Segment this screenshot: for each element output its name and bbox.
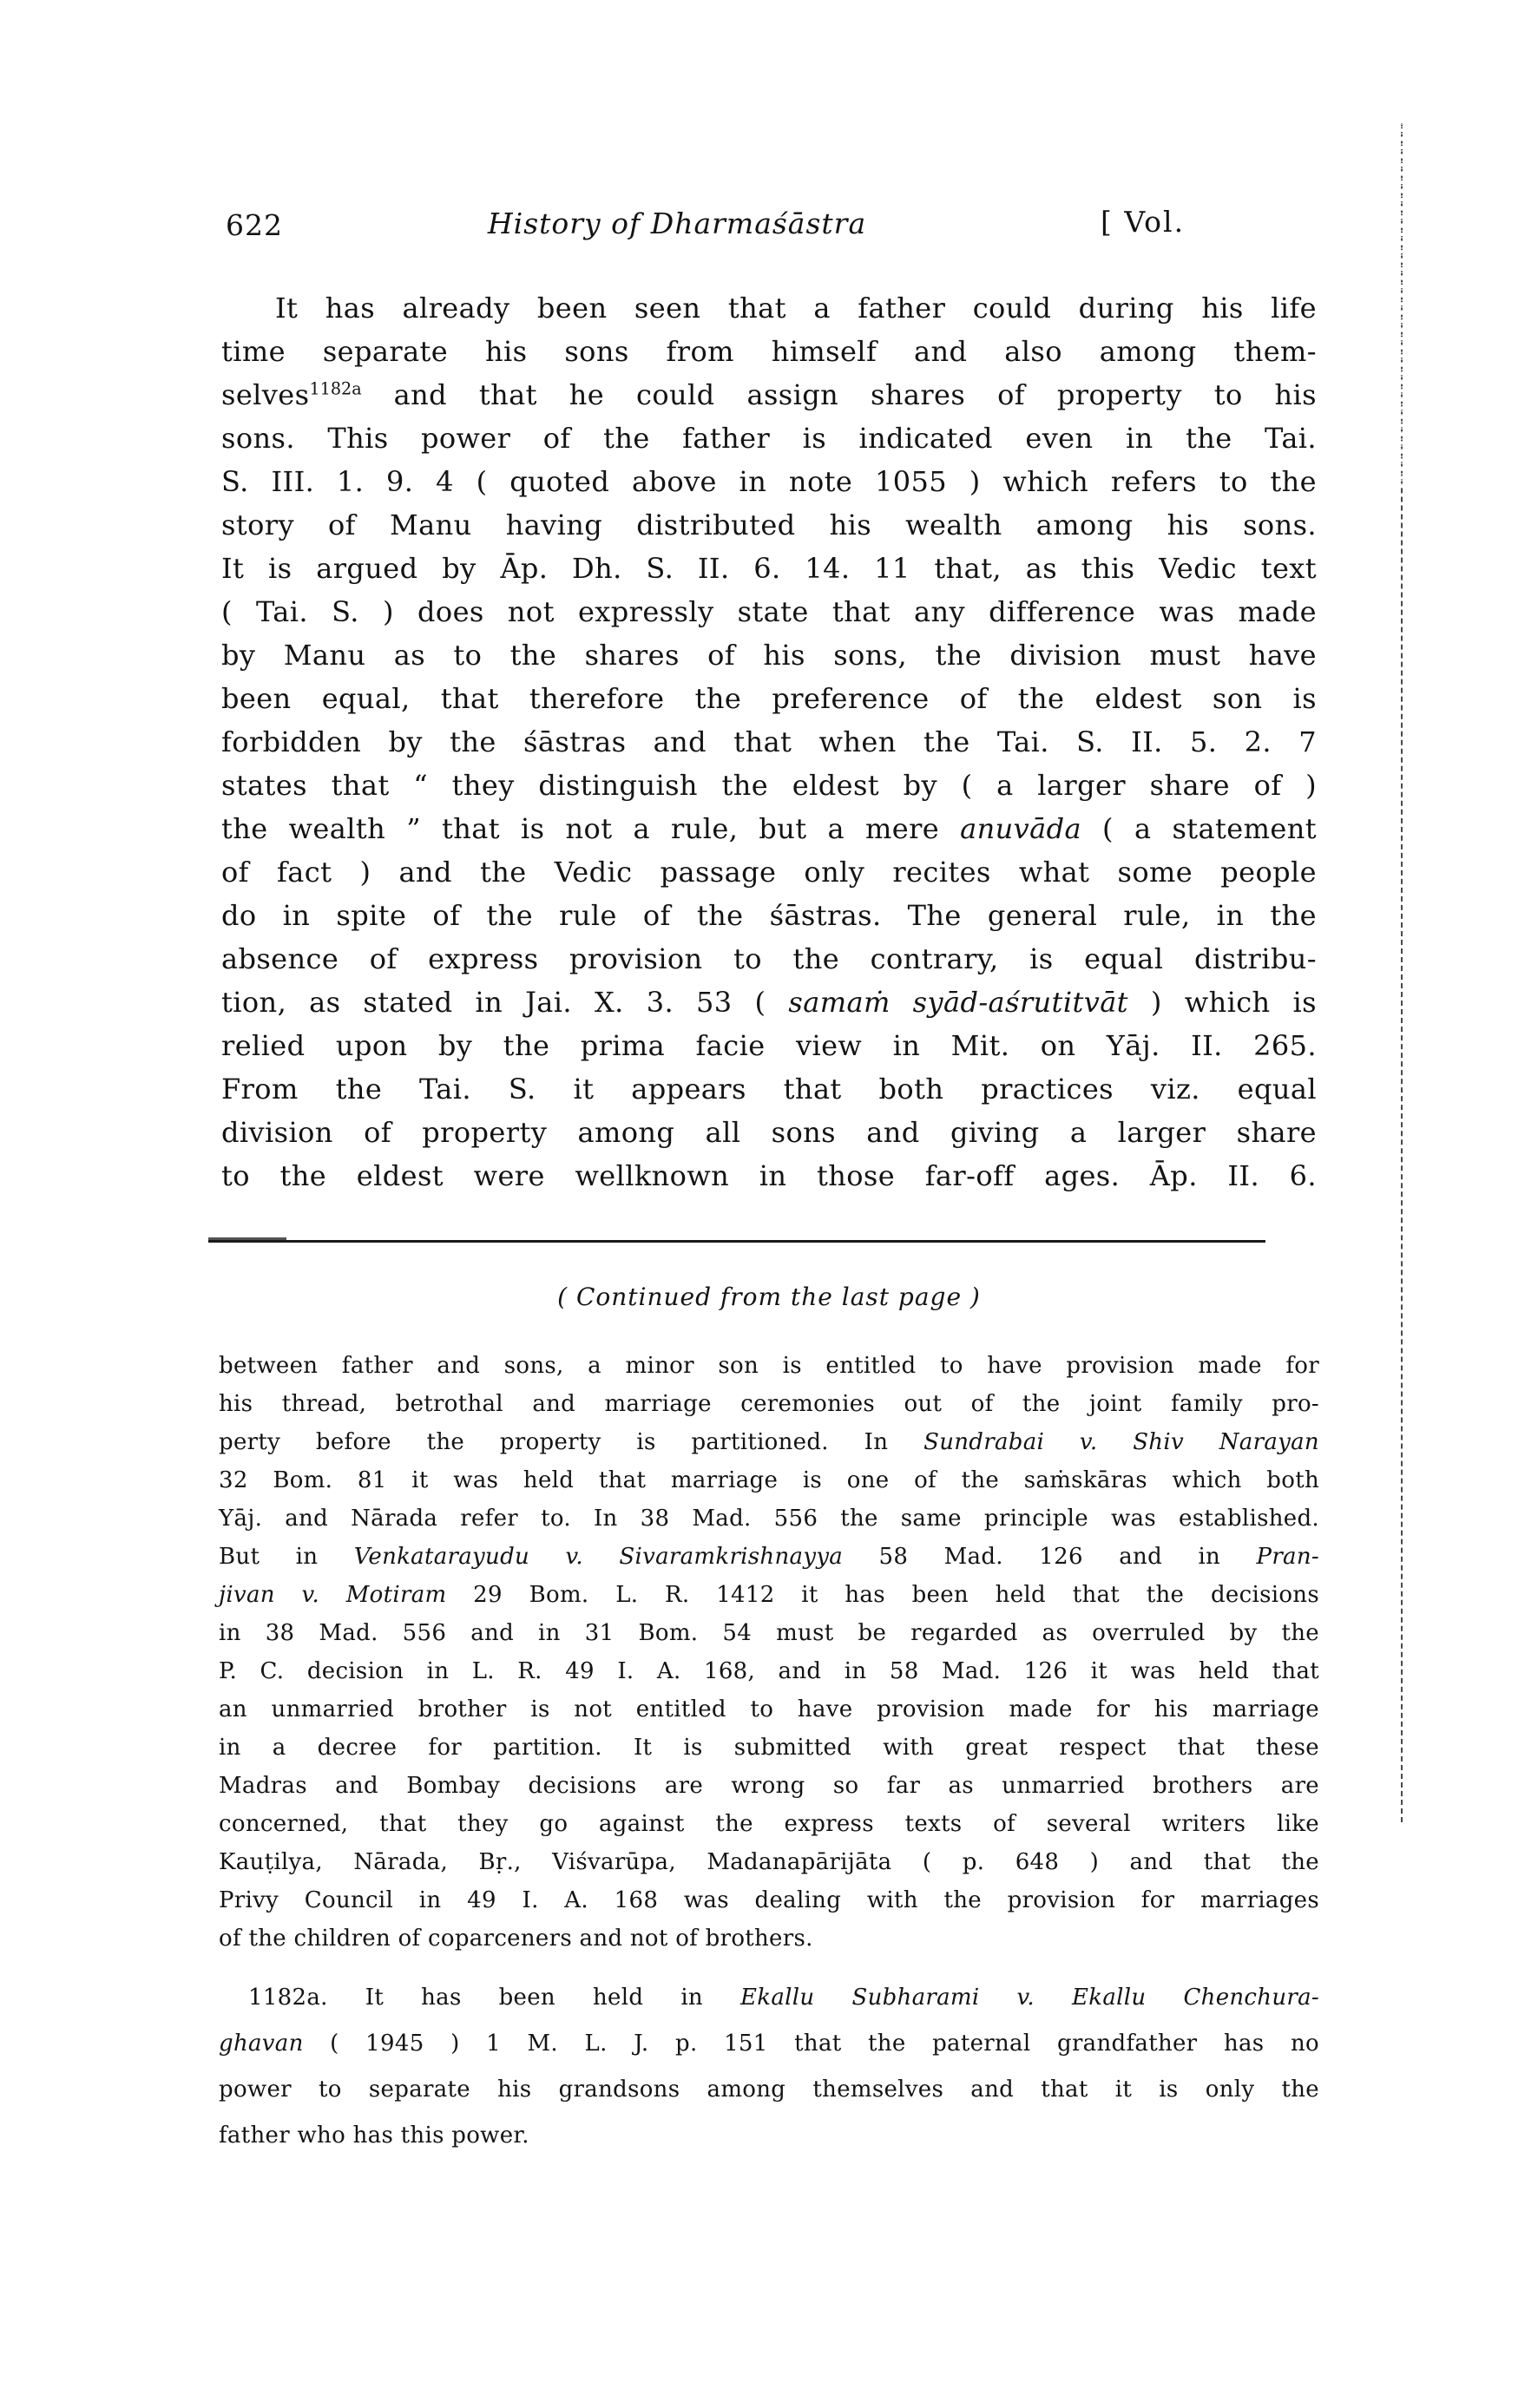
text-line: an unmarried brother is not entitled to have provision made for his marriage xyxy=(219,1696,1319,1722)
text-line: in a decree for partition. It is submitted with great respect that these xyxy=(219,1735,1319,1761)
text-line: relied upon by the prima facie view in Mit. on Yāj. II. 265. xyxy=(221,1029,1317,1062)
footnote-1182a-paragraph xyxy=(219,1975,1319,2159)
text-line: Kauṭilya, Nārada, Bṛ., Viśvarūpa, Madanapārijāta ( p. 648 ) and that the xyxy=(219,1849,1319,1875)
text-line: power to separate his grandsons among themselves and that it is only the xyxy=(219,2077,1319,2103)
text-line: story of Manu having distributed his wealth among his sons. xyxy=(221,509,1317,541)
text-line: 32 Bom. 81 it was held that marriage is one of the saṁskāras which both xyxy=(219,1467,1319,1493)
text-line: father who has this power. xyxy=(219,2123,529,2149)
text-line: forbidden by the śāstras and that when the Tai. S. II. 5. 2. 7 xyxy=(221,725,1317,758)
text-line: in 38 Mad. 556 and in 31 Bom. 54 must be regarded as overruled by the xyxy=(219,1620,1319,1646)
text-line: by Manu as to the shares of his sons, the division must have xyxy=(221,639,1317,672)
text-line: perty before the property is partitioned. In Sundrabai v. Shiv Narayan xyxy=(219,1429,1319,1455)
text-line: ghavan ( 1945 ) 1 M. L. J. p. 151 that the paternal grandfather has no xyxy=(219,2031,1319,2057)
text-line: Yāj. and Nārada refer to. In 38 Mad. 556 the same principle was established. xyxy=(219,1506,1319,1532)
footnote-continued-paragraph xyxy=(219,1347,1319,1958)
text-line: of the children of coparceners and not of brothers. xyxy=(219,1926,813,1952)
text-line: From the Tai. S. it appears that both practices viz. equal xyxy=(221,1073,1317,1106)
text-line: states that “ they distinguish the eldest by ( a larger share of ) xyxy=(221,769,1317,802)
text-line: It has already been seen that a father could during his life xyxy=(275,292,1317,325)
text-line: concerned, that they go against the express texts of several writers like xyxy=(219,1811,1319,1837)
footnote-separator-rule xyxy=(208,1240,1265,1243)
text-line: been equal, that therefore the preference of the eldest son is xyxy=(221,682,1317,715)
text-line: selves$^{1182a}$ and that he could assign shares of property to his xyxy=(221,378,1317,411)
text-line: time separate his sons from himself and also among them- xyxy=(221,335,1317,368)
text-line: P. C. decision in L. R. 49 I. A. 168, and in 58 Mad. 126 it was held that xyxy=(219,1658,1319,1684)
text-line: ( Tai. S. ) does not expressly state that any difference was made xyxy=(221,595,1317,628)
page-number: 622 xyxy=(226,208,283,242)
text-line: Madras and Bombay decisions are wrong so far as unmarried brothers are xyxy=(219,1773,1319,1799)
text-line: jivan v. Motiram 29 Bom. L. R. 1412 it has been held that the decisions xyxy=(219,1582,1319,1608)
text-line: tion, as stated in Jai. X. 3. 53 ( samaṁ syād-aśrutitvāt ) which is xyxy=(221,986,1318,1019)
text-line: between father and sons, a minor son is entitled to have provision made for xyxy=(219,1353,1319,1379)
text-line: of fact ) and the Vedic passage only recites what some people xyxy=(221,856,1317,889)
text-line: division of property among all sons and giving a larger share xyxy=(221,1116,1317,1149)
text-line: his thread, betrothal and marriage ceremonies out of the joint family pro- xyxy=(219,1391,1319,1417)
main-paragraph xyxy=(221,286,1317,1197)
volume-label: [ Vol. xyxy=(1101,205,1186,239)
text-line: 1182a. It has been held in Ekallu Subharami v. Ekallu Chenchura- xyxy=(248,1985,1319,2011)
text-line: But in Venkatarayudu v. Sivaramkrishnayya 58 Mad. 126 and in Pran- xyxy=(219,1544,1319,1570)
text-line: the wealth ” that is not a rule, but a mere anuvāda ( a statement xyxy=(221,812,1317,845)
text-line: do in spite of the rule of the śāstras. The general rule, in the xyxy=(221,899,1317,932)
text-line: sons. This power of the father is indicated even in the Tai. xyxy=(221,422,1317,455)
continuation-note: ( Continued from the last page ) xyxy=(557,1283,981,1311)
text-line: Privy Council in 49 I. A. 168 was dealing with the provision for marriages xyxy=(219,1887,1319,1913)
scan-artifact-line xyxy=(1401,123,1403,1822)
text-line: It is argued by Āp. Dh. S. II. 6. 14. 11 that, as this Vedic text xyxy=(221,552,1317,585)
text-line: absence of express provision to the contrary, is equal distribu- xyxy=(221,942,1317,975)
text-line: to the eldest were wellknown in those far-off ages. Āp. II. 6. xyxy=(221,1159,1317,1192)
page-title: History of Dharmaśāstra xyxy=(487,207,867,240)
text-line: S. III. 1. 9. 4 ( quoted above in note 1055 ) which refers to the xyxy=(221,465,1317,498)
